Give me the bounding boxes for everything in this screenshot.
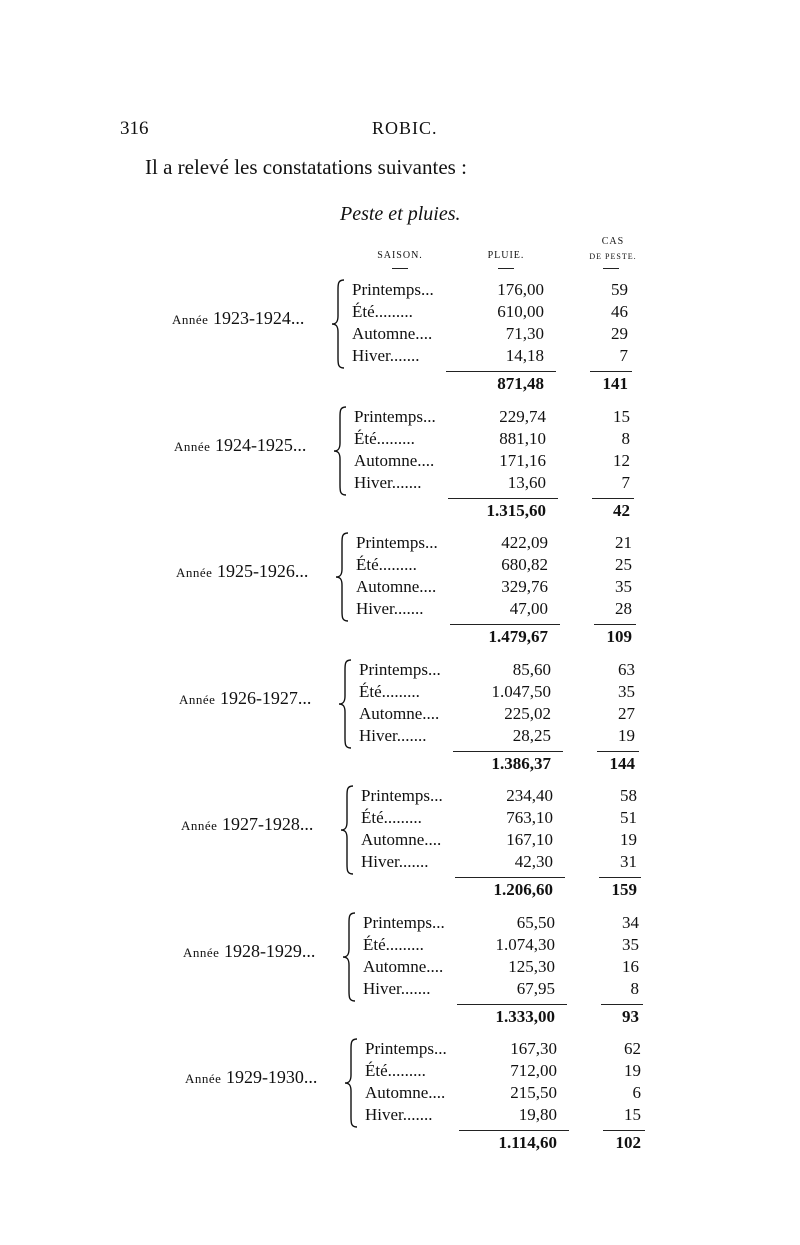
year-prefix: Année bbox=[185, 1071, 222, 1086]
total-rule-rain bbox=[457, 1004, 567, 1005]
total-rule-rain bbox=[448, 498, 558, 499]
total-cases: 109 bbox=[606, 627, 632, 646]
season-label: Automne.... bbox=[352, 324, 433, 343]
total-rule-cases bbox=[592, 498, 634, 499]
year-prefix: Année bbox=[181, 818, 218, 833]
season-label: Hiver....... bbox=[359, 725, 427, 745]
header-dash-rain bbox=[498, 268, 514, 269]
year-range: 1928-1929... bbox=[223, 940, 316, 961]
season-label: Automne.... bbox=[361, 830, 442, 849]
season-label: Été......... bbox=[363, 934, 424, 954]
rain-value: 329,76 bbox=[501, 577, 548, 596]
year-label bbox=[176, 561, 308, 582]
rain-value: 215,50 bbox=[510, 1083, 557, 1102]
rain-value: 422,09 bbox=[501, 533, 548, 552]
season-label: Été......... bbox=[352, 302, 413, 321]
total-rule-cases bbox=[594, 624, 636, 625]
season-label: Printemps... bbox=[356, 533, 438, 552]
season-label: Printemps... bbox=[352, 280, 434, 299]
cases-value: 63 bbox=[618, 659, 635, 679]
cases-value: 35 bbox=[618, 681, 635, 701]
rain-value: 47,00 bbox=[509, 599, 548, 618]
total-cases: 141 bbox=[602, 374, 628, 393]
total-rule-rain bbox=[459, 1130, 569, 1131]
year-label bbox=[179, 688, 311, 709]
page-header bbox=[120, 118, 640, 142]
season-label: Hiver....... bbox=[365, 1105, 433, 1124]
total-cases: 159 bbox=[611, 880, 637, 899]
column-header-cases-line1: CAS bbox=[601, 236, 625, 247]
year-label bbox=[174, 435, 306, 456]
cases-value: 29 bbox=[611, 324, 628, 343]
season-label: Printemps... bbox=[365, 1039, 447, 1058]
cases-value: 21 bbox=[615, 533, 632, 552]
header-dash-cases bbox=[603, 268, 619, 269]
rain-value: 85,60 bbox=[512, 659, 551, 679]
season-label: Printemps... bbox=[363, 912, 445, 932]
column-header-rain: PLUIE. bbox=[487, 250, 525, 261]
total-rain: 1.206,60 bbox=[493, 880, 553, 899]
brace-icon bbox=[341, 911, 359, 1003]
brace-icon bbox=[343, 1037, 361, 1129]
cases-value: 19 bbox=[620, 830, 637, 849]
rain-value: 167,10 bbox=[506, 830, 553, 849]
cases-value: 51 bbox=[620, 808, 637, 827]
brace-icon bbox=[330, 278, 348, 370]
total-rain: 871,48 bbox=[497, 374, 544, 393]
cases-value: 34 bbox=[622, 912, 639, 932]
year-label bbox=[181, 814, 313, 835]
total-rule-cases bbox=[603, 1130, 645, 1131]
season-label: Été......... bbox=[356, 555, 417, 574]
cases-value: 7 bbox=[621, 472, 630, 492]
total-rule-cases bbox=[601, 1004, 643, 1005]
cases-value: 31 bbox=[620, 852, 637, 871]
rain-value: 712,00 bbox=[510, 1061, 557, 1080]
season-label: Hiver....... bbox=[352, 346, 420, 365]
total-rule-cases bbox=[599, 877, 641, 878]
cases-value: 12 bbox=[613, 450, 630, 470]
cases-value: 35 bbox=[622, 934, 639, 954]
cases-value: 16 bbox=[622, 956, 639, 976]
rain-value: 225,02 bbox=[504, 703, 551, 723]
cases-value: 6 bbox=[632, 1083, 641, 1102]
season-label: Automne.... bbox=[356, 577, 437, 596]
year-prefix: Année bbox=[176, 565, 213, 580]
brace-icon bbox=[339, 784, 357, 876]
cases-value: 7 bbox=[619, 346, 628, 365]
rain-value: 67,95 bbox=[516, 978, 555, 998]
rain-value: 65,50 bbox=[516, 912, 555, 932]
total-rule-rain bbox=[446, 371, 556, 372]
year-label bbox=[185, 1067, 317, 1088]
rain-value: 176,00 bbox=[497, 280, 544, 299]
column-header-cases-line2: DE PESTE. bbox=[589, 252, 637, 261]
cases-value: 19 bbox=[618, 725, 635, 745]
rain-value: 28,25 bbox=[512, 725, 551, 745]
season-label: Automne.... bbox=[359, 703, 440, 723]
season-label: Hiver....... bbox=[354, 472, 422, 492]
season-label: Automne.... bbox=[363, 956, 444, 976]
cases-value: 25 bbox=[615, 555, 632, 574]
rain-value: 680,82 bbox=[501, 555, 548, 574]
rain-value: 125,30 bbox=[508, 956, 555, 976]
year-range: 1925-1926... bbox=[216, 561, 309, 581]
cases-value: 62 bbox=[624, 1039, 641, 1058]
rain-value: 167,30 bbox=[510, 1039, 557, 1058]
season-label: Été......... bbox=[359, 681, 420, 701]
year-label bbox=[172, 308, 304, 329]
total-rule-cases bbox=[590, 371, 632, 372]
rain-value: 763,10 bbox=[506, 808, 553, 827]
rain-value: 171,16 bbox=[499, 450, 546, 470]
total-rain: 1.386,37 bbox=[491, 753, 551, 773]
season-label: Automne.... bbox=[365, 1083, 446, 1102]
rain-value: 71,30 bbox=[505, 324, 544, 343]
total-rain: 1.333,00 bbox=[495, 1006, 555, 1026]
cases-value: 35 bbox=[615, 577, 632, 596]
total-rain: 1.479,67 bbox=[488, 627, 548, 646]
cases-value: 15 bbox=[613, 406, 630, 426]
season-label: Hiver....... bbox=[356, 599, 424, 618]
season-label: Été......... bbox=[354, 428, 415, 448]
cases-value: 58 bbox=[620, 786, 637, 805]
cases-value: 46 bbox=[611, 302, 628, 321]
rain-value: 19,80 bbox=[518, 1105, 557, 1124]
brace-icon bbox=[337, 658, 355, 750]
year-prefix: Année bbox=[172, 312, 209, 327]
rain-value: 610,00 bbox=[497, 302, 544, 321]
season-label: Été......... bbox=[361, 808, 422, 827]
cases-value: 59 bbox=[611, 280, 628, 299]
year-range: 1927-1928... bbox=[221, 814, 314, 834]
total-cases: 144 bbox=[609, 753, 635, 773]
total-rule-cases bbox=[597, 751, 639, 752]
rain-value: 42,30 bbox=[514, 852, 553, 871]
intro-text: Il a relevé les constatations suivantes : bbox=[145, 155, 467, 179]
cases-value: 28 bbox=[615, 599, 632, 618]
season-label: Printemps... bbox=[359, 659, 441, 679]
table-title: Peste et pluies. bbox=[340, 203, 461, 225]
rain-value: 234,40 bbox=[506, 786, 553, 805]
year-range: 1929-1930... bbox=[225, 1067, 318, 1087]
brace-icon bbox=[334, 531, 352, 623]
season-label: Automne.... bbox=[354, 450, 435, 470]
column-header-season: SAISON. bbox=[377, 250, 423, 261]
rain-value: 881,10 bbox=[499, 428, 546, 448]
year-range: 1926-1927... bbox=[219, 687, 312, 708]
year-label bbox=[183, 941, 315, 962]
rain-value: 229,74 bbox=[499, 406, 546, 426]
total-rule-rain bbox=[450, 624, 560, 625]
header-dash-season bbox=[392, 268, 408, 269]
rain-value: 1.047,50 bbox=[491, 681, 551, 701]
season-label: Hiver....... bbox=[361, 852, 429, 871]
year-prefix: Année bbox=[174, 438, 211, 454]
rain-value: 1.074,30 bbox=[495, 934, 555, 954]
year-range: 1924-1925... bbox=[214, 434, 307, 455]
total-rain: 1.315,60 bbox=[486, 500, 546, 520]
year-range: 1923-1924... bbox=[212, 308, 305, 328]
total-cases: 93 bbox=[622, 1006, 639, 1026]
brace-icon bbox=[332, 405, 350, 497]
year-prefix: Année bbox=[183, 944, 220, 960]
season-label: Printemps... bbox=[361, 786, 443, 805]
total-cases: 42 bbox=[613, 500, 630, 520]
total-cases: 102 bbox=[615, 1133, 641, 1152]
season-label: Été......... bbox=[365, 1061, 426, 1080]
cases-value: 8 bbox=[621, 428, 630, 448]
running-title: ROBIC. bbox=[372, 118, 438, 138]
season-label: Printemps... bbox=[354, 406, 436, 426]
page-number: 316 bbox=[120, 118, 149, 139]
total-rule-rain bbox=[453, 751, 563, 752]
cases-value: 27 bbox=[618, 703, 635, 723]
rain-value: 14,18 bbox=[505, 346, 544, 365]
year-prefix: Année bbox=[179, 691, 216, 707]
total-rain: 1.114,60 bbox=[498, 1133, 557, 1152]
total-rule-rain bbox=[455, 877, 565, 878]
season-label: Hiver....... bbox=[363, 978, 431, 998]
cases-value: 19 bbox=[624, 1061, 641, 1080]
cases-value: 8 bbox=[630, 978, 639, 998]
cases-value: 15 bbox=[624, 1105, 641, 1124]
rain-value: 13,60 bbox=[507, 472, 546, 492]
